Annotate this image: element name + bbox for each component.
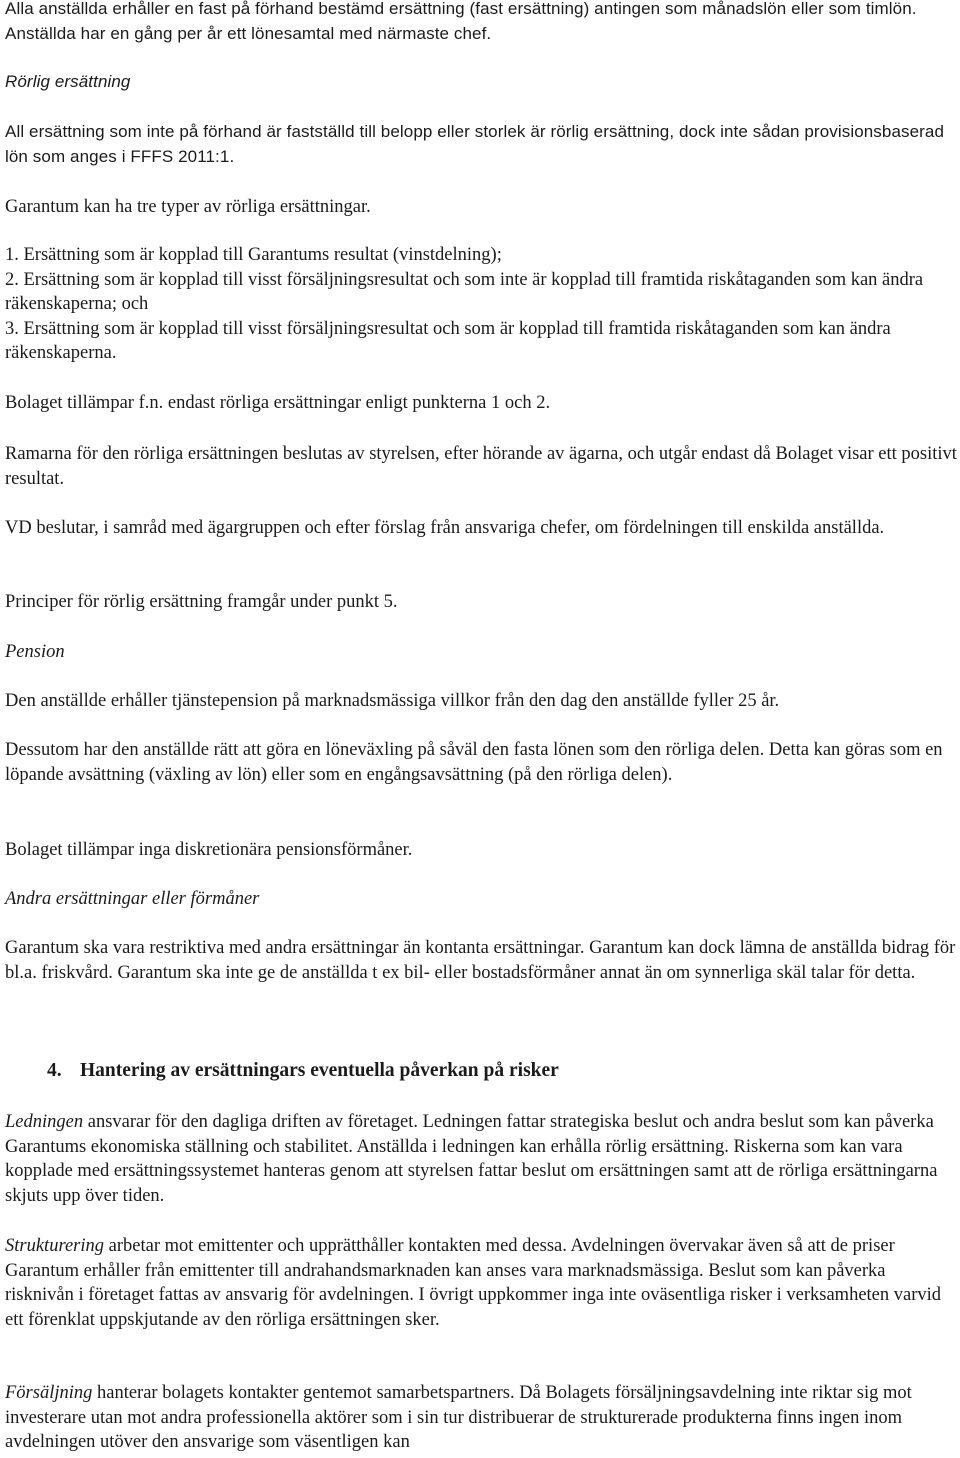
rorlig-paragraph-1: All ersättning som inte på förhand är fastställd till belopp eller storlek är rörlig ersättning, dock inte sådan provisionsbaserad lön som anges i FFFS 2011:1. (5, 122, 945, 166)
forsaljning-text: hanterar bolagets kontakter gentemot samarbetspartners. Då Bolagets försäljningsavdelning inte riktar sig mot investerare utan mot andra professionella aktörer som i sin tur distribuerar de strukturerade produkterna finns ingen inom avdelningen utöver den ansvarige som väsentligen kan (5, 1383, 912, 1452)
pension-paragraph-2: Dessutom har den anställde rätt att göra en löneväxling på såväl den fasta lönen som den rörliga delen. Detta kan göras som en löpande avsättning (växling av lön) eller som en engångsavsättning (på den rörliga delen). (5, 740, 943, 785)
section-number: 4. (47, 1060, 62, 1081)
rorlig-heading: Rörlig ersättning (5, 72, 131, 91)
rorlig-paragraph-4: Ramarna för den rörliga ersättningen beslutas av styrelsen, efter hörande av ägarna, och utgår endast då Bolaget visar ett positivt resultat. (5, 444, 957, 489)
pension-paragraph-1: Den anställde erhåller tjänstepension på marknadsmässiga villkor från den dag den anställde fyller 25 år. (5, 691, 780, 711)
ledningen-term: Ledningen (5, 1112, 84, 1132)
andra-heading: Andra ersättningar eller förmåner (5, 889, 260, 909)
pension-paragraph-3: Bolaget tillämpar inga diskretionära pensionsförmåner. (5, 840, 413, 860)
section-4-heading (5, 1059, 957, 1083)
rorlig-paragraph-3: Bolaget tillämpar f.n. endast rörliga ersättningar enligt punkterna 1 och 2. (5, 393, 551, 413)
forsaljning-paragraph (5, 1381, 957, 1455)
list-item: 1. Ersättning som är kopplad till Garantums resultat (vinstdelning); (5, 245, 502, 265)
rorlig-paragraph-6: Principer för rörlig ersättning framgår under punkt 5. (5, 592, 398, 612)
ledningen-text: ansvarar för den dagliga driften av företaget. Ledningen fattar strategiska beslut och andra beslut som kan påverka Garantums ekonomiska ställning och stabilitet. Anställda i ledningen kan erhålla rörlig ersättning. Riskerna som kan vara kopplade med ersättningssystemet hanteras genom att styrelsen fattar beslut om ersättningen samt att de rörliga ersättningarna skjuts upp över tiden. (5, 1112, 938, 1206)
rorlig-paragraph-5: VD beslutar, i samråd med ägargruppen och efter förslag från ansvariga chefer, om fördelningen till enskilda anställda. (5, 518, 885, 538)
rorlig-list (5, 243, 957, 366)
section-title: Hantering av ersättningars eventuella påverkan på risker (80, 1060, 559, 1081)
list-item: 2. Ersättning som är kopplad till visst försäljningsresultat och som inte är kopplad till framtida riskåtaganden som kan ändra räkenskaperna; och (5, 269, 924, 314)
forsaljning-term: Försäljning (5, 1383, 93, 1403)
andra-paragraph-1: Garantum ska vara restriktiva med andra ersättningar än kontanta ersättningar. Garantum kan dock lämna de anställda bidrag för bl.a. friskvård. Garantum ska inte ge de anställda t ex bil- eller bostadsförmåner annat än om synnerliga skäl talar för detta. (5, 938, 956, 983)
strukturering-term: Strukturering (5, 1236, 105, 1256)
list-item: 3. Ersättning som är kopplad till visst försäljningsresultat och som är kopplad till framtida riskåtaganden som kan ändra räkenskaperna. (5, 318, 891, 363)
rorlig-paragraph-2: Garantum kan ha tre typer av rörliga ersättningar. (5, 197, 371, 217)
intro-paragraph: Alla anställda erhåller en fast på förhand bestämd ersättning (fast ersättning) antingen som månadslön eller som timlön. Anställda har en gång per år ett lönesamtal med närmaste chef. (5, 0, 917, 43)
pension-heading: Pension (5, 642, 65, 662)
ledningen-paragraph (5, 1110, 957, 1208)
strukturering-paragraph (5, 1234, 957, 1332)
strukturering-text: arbetar mot emittenter och upprätthåller kontakten med dessa. Avdelningen övervakar även så att de priser Garantum erhåller från emittenter till andrahandsmarknaden kan anses vara marknadsmässiga. Beslut som kan påverka risknivån i företaget fattas av ansvarig för avdelningen. I övrigt uppkommer inga inte oväsentliga risker i verksamheten varvid ett förenklat uppskjutande av den rörliga ersättningen sker. (5, 1236, 942, 1330)
